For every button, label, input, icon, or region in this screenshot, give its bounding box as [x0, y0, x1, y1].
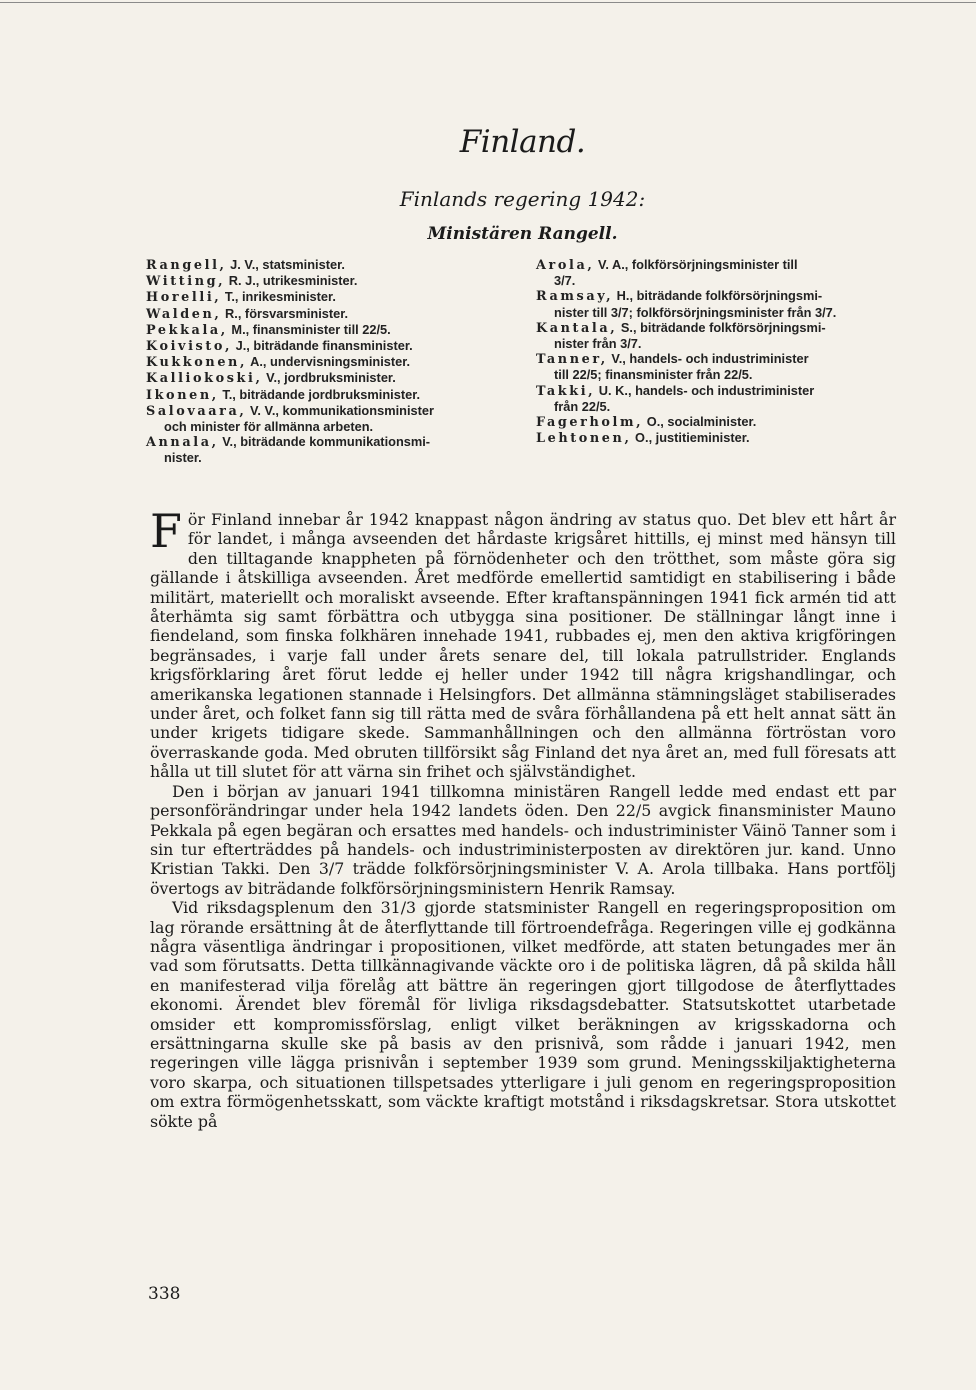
minister-entry [536, 383, 898, 399]
minister-name: Kukkonen, [146, 355, 248, 371]
paragraph-2: Den i början av januari 1941 tillkomna ministären Rangell ledde med endast ett par personförändringar under hela 1942 landets öden. Den 22/5 avgick finansminister Mauno Pekkala på egen begäran och ersattes med handels- och industriminister Väinö Tanner som i sin tur efterträddes på handels- och industriministerposten av direktören jur. kand. Unno Kristian Takki. Den 3/7 trädde folkförsörjningsminister V. A. Arola tillbaka. Hans portfölj övertogs av biträdande folkförsörjningsministern Henrik Ramsay. [150, 781, 896, 898]
minister-entry [536, 430, 898, 446]
minister-name: Pekkala, [146, 322, 228, 338]
chapter-title: Finland. [459, 124, 586, 160]
minister-entry [536, 320, 898, 336]
minister-role-continued: nister. [164, 450, 202, 466]
minister-role-continued: till 22/5; finansminister från 22/5. [554, 367, 753, 383]
paragraph-1 [150, 504, 896, 782]
minister-role: J., biträdande finansminister. [232, 338, 413, 354]
minister-entry [146, 306, 516, 322]
minister-name: Fagerholm, [536, 415, 644, 431]
minister-name: Salovaara, [146, 403, 247, 419]
minister-entry [146, 387, 516, 403]
paragraph-1-text: ör Finland innebar år 1942 knappast någon ändring av status quo. Det blev ett hårt år för landet, i många avseenden det hårdaste krigsåret hittills, ej minst med hänsyn till den tilltagande knappheten på förnödenheter och den trötthet, som måste göra sig gällande i åtskilliga avseenden. Året medförde emellertid samtidigt en stabilisering i både militärt, materiellt och moraliskt avseende. Efter kraftanspänningen 1941 fick armén tid att återhämta sig samt förbättra och utbygga sina positioner. De ställningar långt inne i fiendeland, som finska folkhären innehade 1941, rubbades ej, men den aktiva krigföringen begränsades, i varje fall under årets senare del, till lokala patrullstrider. Englands krigsförklaring året förut ledde ej heller under 1942 till några krigshandlingar, och amerikanska legationen stannade i Helsingfors. Det allmänna stämningsläget stabiliserades under året, och folket fann sig till rätta med de svåra förhållandena på ett helt annat sätt än under krigets tidigare skede. Sammanhållningen och den allmänna förtröstan voro överraskande goda. Med obruten tillförsikt såg Finland det nya året an, med full föresats att hålla ut till slutet för att värna sin frihet och självständighet. [150, 510, 896, 782]
minister-entry [536, 351, 898, 367]
minister-name: Rangell, [146, 258, 227, 273]
minister-role: V., jordbruksminister. [262, 370, 396, 386]
minister-name: Witting, [146, 274, 226, 290]
minister-name: Ikonen, [146, 387, 219, 403]
minister-role: V. V., kommunikationsminister [246, 402, 434, 418]
minister-name: Kalliokoski, [146, 371, 263, 387]
minister-entry [536, 414, 898, 430]
drop-cap: F [150, 504, 182, 558]
minister-role: U. K., handels- och industriminister [595, 382, 815, 398]
body-text [150, 504, 896, 1131]
minister-name: Annala, [146, 435, 219, 451]
minister-name: Lehtonen, [536, 431, 632, 447]
minister-name: Ramsay, [536, 289, 614, 305]
minister-list-left [146, 257, 516, 466]
minister-name: Kantala, [536, 320, 618, 336]
cabinet-heading: Ministären Rangell. [427, 224, 618, 244]
minister-role: O., socialminister. [643, 414, 757, 430]
minister-entry [146, 370, 516, 386]
minister-role: V., biträdande kommunikationsmi- [218, 434, 431, 450]
minister-entry [146, 403, 516, 419]
minister-role-continued: nister från 3/7. [554, 336, 642, 352]
minister-role: T., inrikesminister. [221, 289, 336, 305]
government-subtitle: Finlands regering 1942: [399, 187, 646, 211]
minister-role: H., biträdande folkförsörjningsmi- [613, 288, 823, 304]
minister-entry [146, 257, 516, 273]
minister-role: A., undervisningsminister. [247, 354, 411, 370]
minister-name: Horelli, [146, 290, 222, 306]
minister-entry [146, 434, 516, 450]
minister-entry [146, 273, 516, 289]
minister-name: Arola, [536, 258, 595, 273]
minister-role-continued: nister till 3/7; folkförsörjningsminister från 3/7. [554, 304, 837, 320]
minister-role: V. A., folkförsörjningsminister till [594, 257, 798, 272]
minister-entry [536, 288, 898, 304]
minister-role: R. J., utrikesminister. [225, 273, 358, 289]
top-rule [0, 2, 976, 3]
minister-role: R., försvarsminister. [221, 305, 349, 321]
minister-entry [536, 257, 898, 273]
minister-name: Tanner, [536, 352, 608, 368]
minister-entry [146, 338, 516, 354]
minister-role: M., finansminister till 22/5. [227, 321, 391, 337]
minister-role-continued: 3/7. [554, 273, 576, 289]
minister-role: S., biträdande folkförsörjningsmi- [617, 319, 826, 335]
minister-role: V., handels- och industriminister [607, 351, 809, 367]
minister-role: T., biträdande jordbruksminister. [218, 386, 421, 402]
paragraph-3: Vid riksdagsplenum den 31/3 gjorde statsminister Rangell en regeringsproposition om lag rörande ersättning åt de återflyttande till förtroendefråga. Regeringen ville ej godkänna några väsentliga ändringar i propositionen, vilket medförde, att staten betungades mer än vad som förutsatts. Detta tillkännagivande väckte oro i de politiska lägren, då på skilda håll en manifesterad vilja förelåg att bättre än regeringen gjort tillgodose de återflyttades ekonomi. Ärendet blev föremål för livliga riksdagsdebatter. Statsutskottet utarbetade omsider ett kompromissförslag, enligt vilket beräkningen av krigsskadorna och ersättningarna skulle ske på basis av den prisnivå, som rådde i januari 1942, men regeringen ville lägga prisnivån i september 1939 som grund. Meningsskiljaktigheterna voro skarpa, och situationen tillspetsades ytterligare i juli genom en regeringsproposition om extra förmögenhetsskatt, som väckte kraftigt motstånd i riksdagskretsar. Stora utskottet sökte på [150, 898, 896, 1131]
minister-name: Walden, [146, 306, 222, 322]
minister-role: O., justitieminister. [631, 430, 750, 446]
minister-list-right [536, 257, 898, 446]
minister-entry [146, 289, 516, 305]
minister-role-continued: och minister för allmänna arbeten. [164, 419, 374, 435]
minister-name: Koivisto, [146, 339, 233, 355]
minister-entry [146, 354, 516, 370]
minister-name: Takki, [536, 383, 596, 399]
minister-role-continued: från 22/5. [554, 398, 611, 414]
minister-role: J. V., statsminister. [226, 257, 345, 272]
minister-entry [146, 322, 516, 338]
page-number: 338 [148, 1284, 181, 1304]
